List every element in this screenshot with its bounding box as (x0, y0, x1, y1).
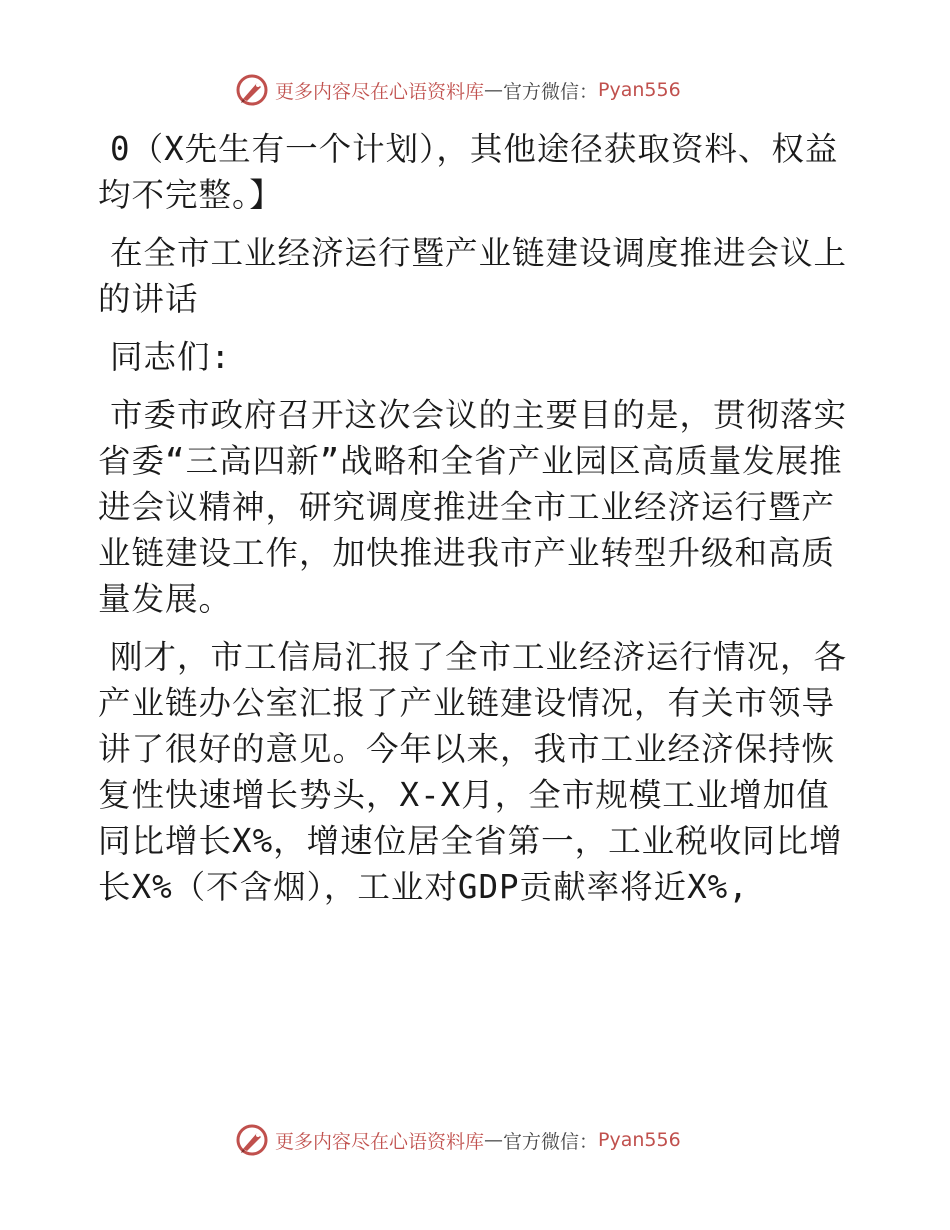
watermark-lead-text: 更多内容尽在心语资料库 (275, 80, 485, 103)
watermark-dash: — (484, 1129, 504, 1151)
document-body (98, 126, 858, 922)
salutation: 同志们: (110, 338, 232, 376)
paragraph-purpose: 市委市政府召开这次会议的主要目的是，贯彻落实省委“三高四新”战略和全省产业园区高质量发展推进会议精神，研究调度推进全市工业经济运行暨产业链建设工作，加快推进我市产业转型升级和高质量发展。 (98, 396, 848, 618)
pen-logo-icon (235, 73, 269, 107)
watermark-wechat-id: Pyan556 (598, 79, 681, 101)
watermark-dash: — (484, 79, 504, 101)
watermark-lead-text: 更多内容尽在心语资料库 (275, 1130, 485, 1153)
header-watermark (235, 70, 681, 110)
paragraph-notice-tail: 0（X先生有一个计划），其他途径获取资料、权益均不完整。】 (98, 130, 839, 214)
watermark-wechat-id: Pyan556 (598, 1129, 681, 1151)
watermark-sub-text: 官方微信： (503, 80, 599, 103)
paragraph-economic-review: 刚才，市工信局汇报了全市工业经济运行情况，各产业链办公室汇报了产业链建设情况，有关市领导讲了很好的意见。今年以来，我市工业经济保持恢复性快速增长势头，X-X月，全市规模工业增加值同比增长X%，增速位居全省第一，工业税收同比增长X%（不含烟），工业对GDP贡献率将近X%, (98, 638, 848, 906)
pen-logo-icon (235, 1123, 269, 1157)
speech-title: 在全市工业经济运行暨产业链建设调度推进会议上的讲话 (98, 234, 848, 318)
footer-watermark (235, 1120, 681, 1160)
watermark-sub-text: 官方微信： (503, 1130, 599, 1153)
